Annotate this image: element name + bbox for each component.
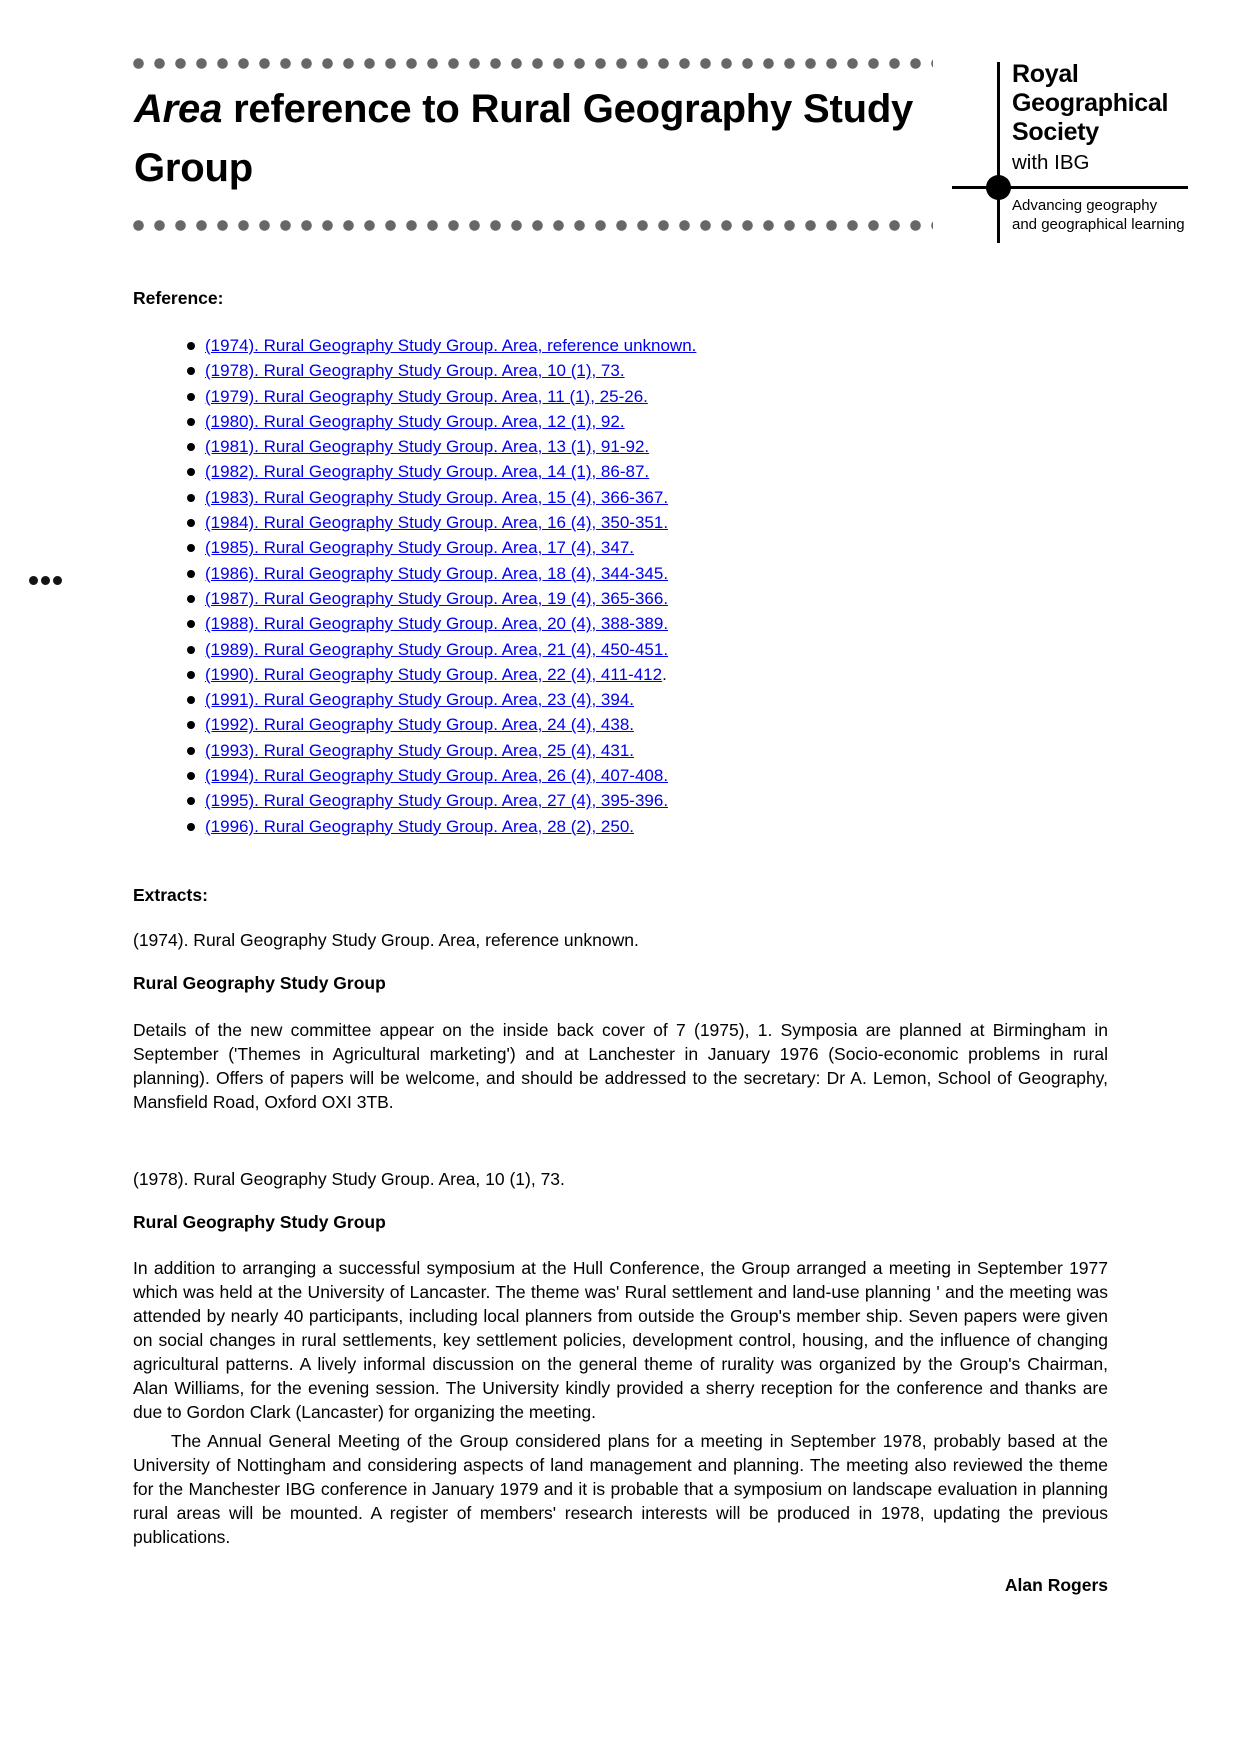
page-title: [134, 80, 934, 198]
reference-list-item: [133, 662, 1108, 687]
logo-society-name: [1012, 60, 1168, 147]
reference-link[interactable]: (1993). Rural Geography Study Group. Area, 25 (4), 431.: [205, 740, 635, 760]
rgs-logo: [950, 57, 1240, 243]
reference-list-item: [133, 763, 1108, 788]
logo-tagline-line-1: Advancing geography: [1012, 197, 1158, 214]
bullet-icon: [187, 393, 195, 401]
bullet-icon: [187, 747, 195, 755]
reference-link[interactable]: (1984). Rural Geography Study Group. Area, 16 (4), 350-351.: [205, 513, 669, 533]
page-title-italic-word: Area: [134, 87, 223, 131]
more-options-ellipsis-icon[interactable]: [29, 576, 65, 585]
bullet-icon: [187, 367, 195, 375]
reference-link[interactable]: (1988). Rural Geography Study Group. Area, 20 (4), 388-389.: [205, 614, 669, 634]
extract-paragraph-1978-b: The Annual General Meeting of the Group considered plans for a meeting in September 1978, probably based at the University of Nottingham and considering aspects of land management and planning. The meeting also reviewed the theme for the Manchester IBG conference in January 1979 and it is probable that a symposium on landscape evaluation in planning rural areas will be mounted. A register of members' research interests will be produced in 1978, updating the previous publications.: [133, 1430, 1108, 1547]
reference-list-item: [133, 814, 1108, 839]
logo-with-ibg: with IBG: [1012, 151, 1090, 174]
reference-link[interactable]: (1994). Rural Geography Study Group. Area, 26 (4), 407-408.: [205, 766, 669, 786]
reference-list: [133, 333, 1108, 839]
extract-ref-1978: (1978). Rural Geography Study Group. Area, 10 (1), 73.: [133, 1168, 565, 1189]
bullet-icon: [187, 620, 195, 628]
reference-list-item: [133, 712, 1108, 737]
logo-vertical-line: [997, 62, 1000, 243]
reference-list-item: [133, 434, 1108, 459]
reference-link[interactable]: (1983). Rural Geography Study Group. Area, 15 (4), 366-367.: [205, 487, 669, 507]
bullet-icon: [187, 519, 195, 527]
reference-list-item: [133, 637, 1108, 662]
bullet-icon: [187, 696, 195, 704]
reference-list-item: [133, 788, 1108, 813]
bullet-icon: [187, 544, 195, 552]
extract-paragraph-1974: Details of the new committee appear on the inside back cover of 7 (1975), 1. Symposia are planned at Birmingham in September ('Themes in Agricultural marketing') and at Lanchester in January 1976 (Socio-economic problems in rural planning). Offers of papers will be welcome, and should be addressed to the secretary: Dr A. Lemon, School of Geography, Mansfield Road, Oxford OXI 3TB.: [133, 1019, 1108, 1112]
bullet-icon: [187, 418, 195, 426]
reference-list-item: [133, 611, 1108, 636]
reference-list-item: [133, 485, 1108, 510]
reference-link[interactable]: (1978). Rural Geography Study Group. Area, 10 (1), 73.: [205, 361, 625, 381]
reference-list-item: [133, 586, 1108, 611]
reference-list-item: [133, 358, 1108, 383]
reference-link[interactable]: (1982). Rural Geography Study Group. Area, 14 (1), 86-87.: [205, 462, 650, 482]
reference-link[interactable]: (1989). Rural Geography Study Group. Area, 21 (4), 450-451.: [205, 639, 669, 659]
bullet-icon: [187, 823, 195, 831]
bullet-icon: [187, 721, 195, 729]
bullet-icon: [187, 468, 195, 476]
extract-ref-1974: (1974). Rural Geography Study Group. Area, reference unknown.: [133, 929, 639, 950]
bullet-icon: [187, 797, 195, 805]
bullet-icon: [187, 443, 195, 451]
bullet-icon: [187, 494, 195, 502]
reference-link[interactable]: (1980). Rural Geography Study Group. Area, 12 (1), 92.: [205, 411, 625, 431]
reference-link[interactable]: (1995). Rural Geography Study Group. Area, 27 (4), 395-396.: [205, 791, 669, 811]
extract-paragraph-1978-a: In addition to arranging a successful symposium at the Hull Conference, the Group arranged a meeting in September 1977 which was held at the University of Lancaster. The theme was' Rural settlement and land-use planning ' and the meeting was attended by nearly 40 participants, including local planners from outside the Group's member ship. Seven papers were given on social changes in rural settlements, key settlement policies, development control, housing, and the influence of changing agricultural patterns. A lively informal discussion on the general theme of rurality was organized by the Group's Chairman, Alan Williams, for the evening session. The University kindly provided a sherry reception for the conference and thanks are due to Gordon Clark (Lancaster) for organizing the meeting.: [133, 1257, 1108, 1422]
logo-crosshair-dot-icon: [986, 175, 1011, 200]
reference-link[interactable]: (1986). Rural Geography Study Group. Area, 18 (4), 344-345.: [205, 563, 669, 583]
logo-name-line-2: Geographical: [1012, 89, 1169, 117]
reference-link[interactable]: (1981). Rural Geography Study Group. Area, 13 (1), 91-92.: [205, 437, 650, 457]
extract-subheading-1978: Rural Geography Study Group: [133, 1211, 386, 1232]
dotted-divider-top: [133, 58, 933, 69]
bullet-icon: [187, 646, 195, 654]
reference-list-item: [133, 384, 1108, 409]
reference-list-item: [133, 409, 1108, 434]
reference-list-item: [133, 738, 1108, 763]
main-content: [133, 288, 1108, 1597]
logo-name-line-3: Society: [1012, 118, 1099, 146]
logo-tagline-line-2: and geographical learning: [1012, 216, 1185, 233]
reference-link[interactable]: (1974). Rural Geography Study Group. Area, reference unknown.: [205, 336, 697, 355]
reference-list-item: [133, 535, 1108, 560]
reference-list-item: [133, 510, 1108, 535]
reference-list-item: [133, 687, 1108, 712]
reference-list-item: [133, 561, 1108, 586]
page-title-rest: reference to Rural Geography Study Group: [134, 87, 914, 190]
logo-name-line-1: Royal: [1012, 60, 1079, 88]
reference-list-item: [133, 459, 1108, 484]
bullet-icon: [187, 342, 195, 350]
reference-heading: Reference:: [133, 288, 224, 308]
bullet-icon: [187, 595, 195, 603]
dotted-divider-bottom: [133, 220, 933, 231]
extracts-heading: Extracts:: [133, 884, 208, 905]
extract-subheading-1974: Rural Geography Study Group: [133, 972, 386, 993]
reference-link[interactable]: (1992). Rural Geography Study Group. Area, 24 (4), 438.: [205, 715, 635, 735]
bullet-icon: [187, 772, 195, 780]
reference-link[interactable]: (1979). Rural Geography Study Group. Area, 11 (1), 25-26.: [205, 386, 648, 406]
reference-link[interactable]: (1996). Rural Geography Study Group. Area, 28 (2), 250.: [205, 816, 635, 836]
reference-link[interactable]: (1990). Rural Geography Study Group. Area, 22 (4), 411-412: [205, 664, 663, 684]
signature-author: Alan Rogers: [1004, 1574, 1108, 1595]
reference-link[interactable]: (1991). Rural Geography Study Group. Area, 23 (4), 394.: [205, 690, 635, 710]
bullet-icon: [187, 671, 195, 679]
reference-link[interactable]: (1985). Rural Geography Study Group. Area, 17 (4), 347.: [205, 538, 635, 558]
bullet-icon: [187, 570, 195, 578]
reference-link-suffix: .: [662, 664, 667, 684]
logo-tagline: [1012, 196, 1185, 234]
reference-list-item: [133, 333, 1108, 358]
reference-link[interactable]: (1987). Rural Geography Study Group. Area, 19 (4), 365-366.: [205, 588, 669, 608]
